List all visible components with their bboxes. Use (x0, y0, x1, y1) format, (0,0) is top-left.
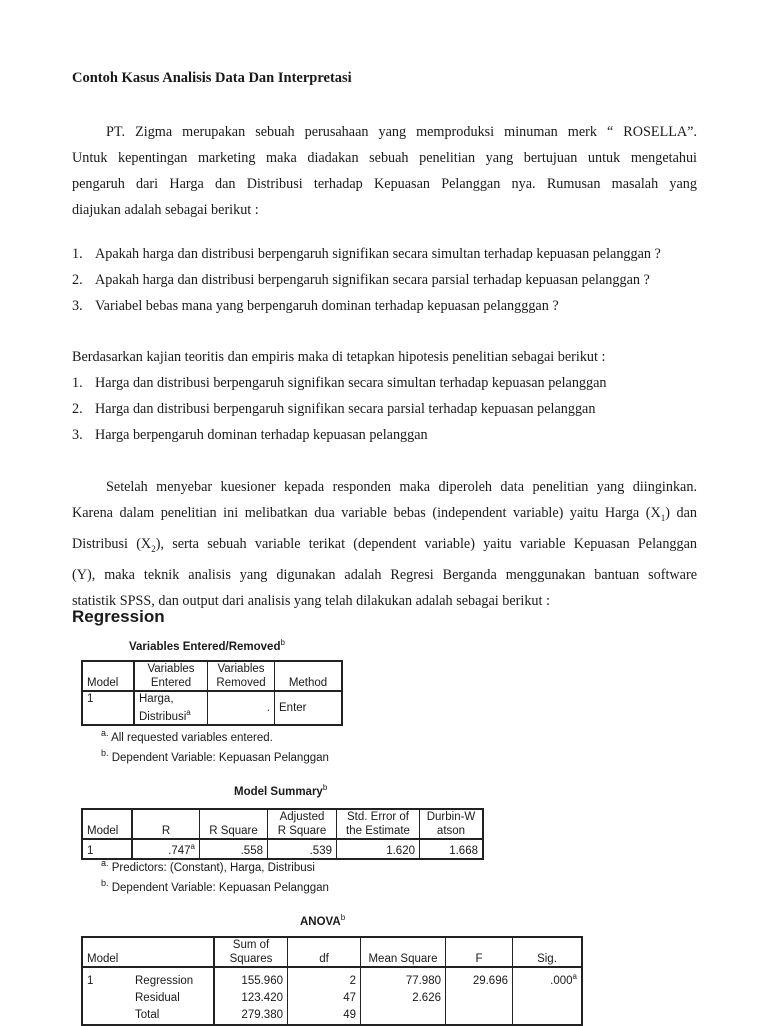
intro-line: PT. Zigma merupakan sebuah perusahaan yang memproduksi minuman merk “ ROSELLA”. (106, 124, 697, 140)
table-footnote: $^{a.}$ Predictors: (Constant), Harga, Distribusi (101, 858, 315, 874)
intro-paragraph (72, 119, 697, 223)
table-cell: 29.696 (446, 967, 513, 990)
table-cell: .558 (200, 839, 268, 859)
table-cell: 155.960 (214, 967, 288, 990)
method-line: Distribusi $(X_2)$, serta sebuah variable terikat (dependent variable) yaitu variable Kepuasan Pelanggan (72, 535, 698, 554)
method-paragraph (72, 474, 697, 614)
table-cell (513, 1007, 583, 1025)
table-cell: 2.626 (361, 990, 446, 1007)
table-cell: .539 (268, 839, 337, 859)
table-row (82, 1007, 582, 1025)
list-item: 3. Variabel bebas mana yang berpengaruh dominan terhadap kepuasan pelangggan ? (72, 298, 559, 314)
intro-line: pengaruh dari Harga dan Distribusi terhadap Kepuasan Pelanggan nya. Rumusan masalah yang (72, 176, 697, 192)
anova-table (81, 936, 583, 1026)
table-cell (446, 1007, 513, 1025)
table-header: Mean Square (361, 937, 446, 967)
hypothesis-intro: Berdasarkan kajian teoritis dan empiris maka di tetapkan hipotesis penelitian sebagai berikut : (72, 349, 606, 365)
table-cell: Enter (275, 691, 343, 725)
table-cell: 1 (82, 967, 131, 990)
table-cell: 1 (82, 691, 134, 725)
table-header: df (288, 937, 361, 967)
table-cell: 77.980 (361, 967, 446, 990)
method-line: (Y), maka teknik analisis yang digunakan adalah Regresi Berganda menggunakan bantuan software (72, 566, 697, 583)
table-header: Model (82, 937, 214, 967)
variables-entered-table (81, 660, 343, 726)
table-cell: .000$^a$ (513, 967, 583, 990)
table-header: Variables Removed (208, 661, 275, 691)
table-cell: 1.620 (337, 839, 420, 859)
table-cell (361, 1007, 446, 1025)
hypothesis-list (72, 370, 712, 448)
method-line: Karena dalam penelitian ini melibatkan dua variable bebas (independent variable) yaitu Harga $(X_1)$ dan (72, 505, 697, 523)
table-row (82, 967, 582, 990)
table-cell: 1 (82, 839, 132, 859)
table-header: Variables Entered (134, 661, 208, 691)
list-item: 2. Harga dan distribusi berpengaruh signifikan secara parsial terhadap kepuasan pelanggan (72, 401, 596, 417)
table-cell: 47 (288, 990, 361, 1007)
table-header: Model (82, 661, 134, 691)
table-footnote: $^{b.}$ Dependent Variable: Kepuasan Pelanggan (101, 748, 329, 764)
table-header: R (132, 809, 200, 839)
anova-table-title: ANOVA$^b$ (300, 913, 346, 928)
summary-table-title: Model Summary$^b$ (234, 783, 328, 798)
problem-list (72, 241, 712, 319)
document-title: Contoh Kasus Analisis Data Dan Interpretasi (72, 70, 352, 86)
table-header: Adjusted R Square (268, 809, 337, 839)
table-cell: 49 (288, 1007, 361, 1025)
table-cell: .747$^a$ (132, 839, 200, 859)
model-summary-table (81, 808, 484, 860)
table-header: Sum of Squares (214, 937, 288, 967)
intro-line: Untuk kepentingan marketing maka diadakan sebuah penelitian yang bertujuan untuk mengetahui (72, 150, 697, 166)
table-row (82, 990, 582, 1007)
regression-heading: Regression (72, 607, 165, 626)
intro-line: diajukan adalah sebagai berikut : (72, 202, 259, 218)
list-item: 3. Harga berpengaruh dominan terhadap kepuasan pelanggan (72, 427, 428, 443)
method-line: statistik SPSS, dan output dari analisis yang telah dilakukan adalah sebagai berikut : (72, 592, 550, 609)
table-cell (513, 990, 583, 1007)
table-cell: Harga, Distribusi$^a$ (134, 691, 208, 725)
table-header: Sig. (513, 937, 583, 967)
table-header: Durbin-W atson (420, 809, 484, 839)
table-header: Std. Error of the Estimate (337, 809, 420, 839)
table-header: R Square (200, 809, 268, 839)
list-item: 1. Harga dan distribusi berpengaruh signifikan secara simultan terhadap kepuasan pelanggan (72, 375, 607, 391)
table-cell: 1.668 (420, 839, 484, 859)
entered-table-title: Variables Entered/Removed$^b$ (129, 638, 285, 653)
table-footnote: $^{b.}$ Dependent Variable: Kepuasan Pelanggan (101, 878, 329, 894)
table-cell: Total (135, 1008, 160, 1021)
table-header: Model (82, 809, 132, 839)
table-cell: 2 (288, 967, 361, 990)
list-item: 2. Apakah harga dan distribusi berpengaruh signifikan secara parsial terhadap kepuasan pelanggan ? (72, 272, 650, 288)
table-header: F (446, 937, 513, 967)
table-cell: 123.420 (214, 990, 288, 1007)
table-cell: . (208, 691, 275, 725)
table-cell (446, 990, 513, 1007)
table-footnote: $^{a.}$ All requested variables entered. (101, 728, 273, 744)
table-cell: Residual (135, 991, 180, 1004)
method-line: Setelah menyebar kuesioner kepada responden maka diperoleh data penelitian yang diinginkan. (106, 479, 697, 495)
table-cell: Regression (135, 974, 194, 987)
list-item: 1. Apakah harga dan distribusi berpengaruh signifikan secara simultan terhadap kepuasan pelanggan ? (72, 246, 661, 262)
table-header: Method (275, 661, 343, 691)
table-cell: 279.380 (214, 1007, 288, 1025)
